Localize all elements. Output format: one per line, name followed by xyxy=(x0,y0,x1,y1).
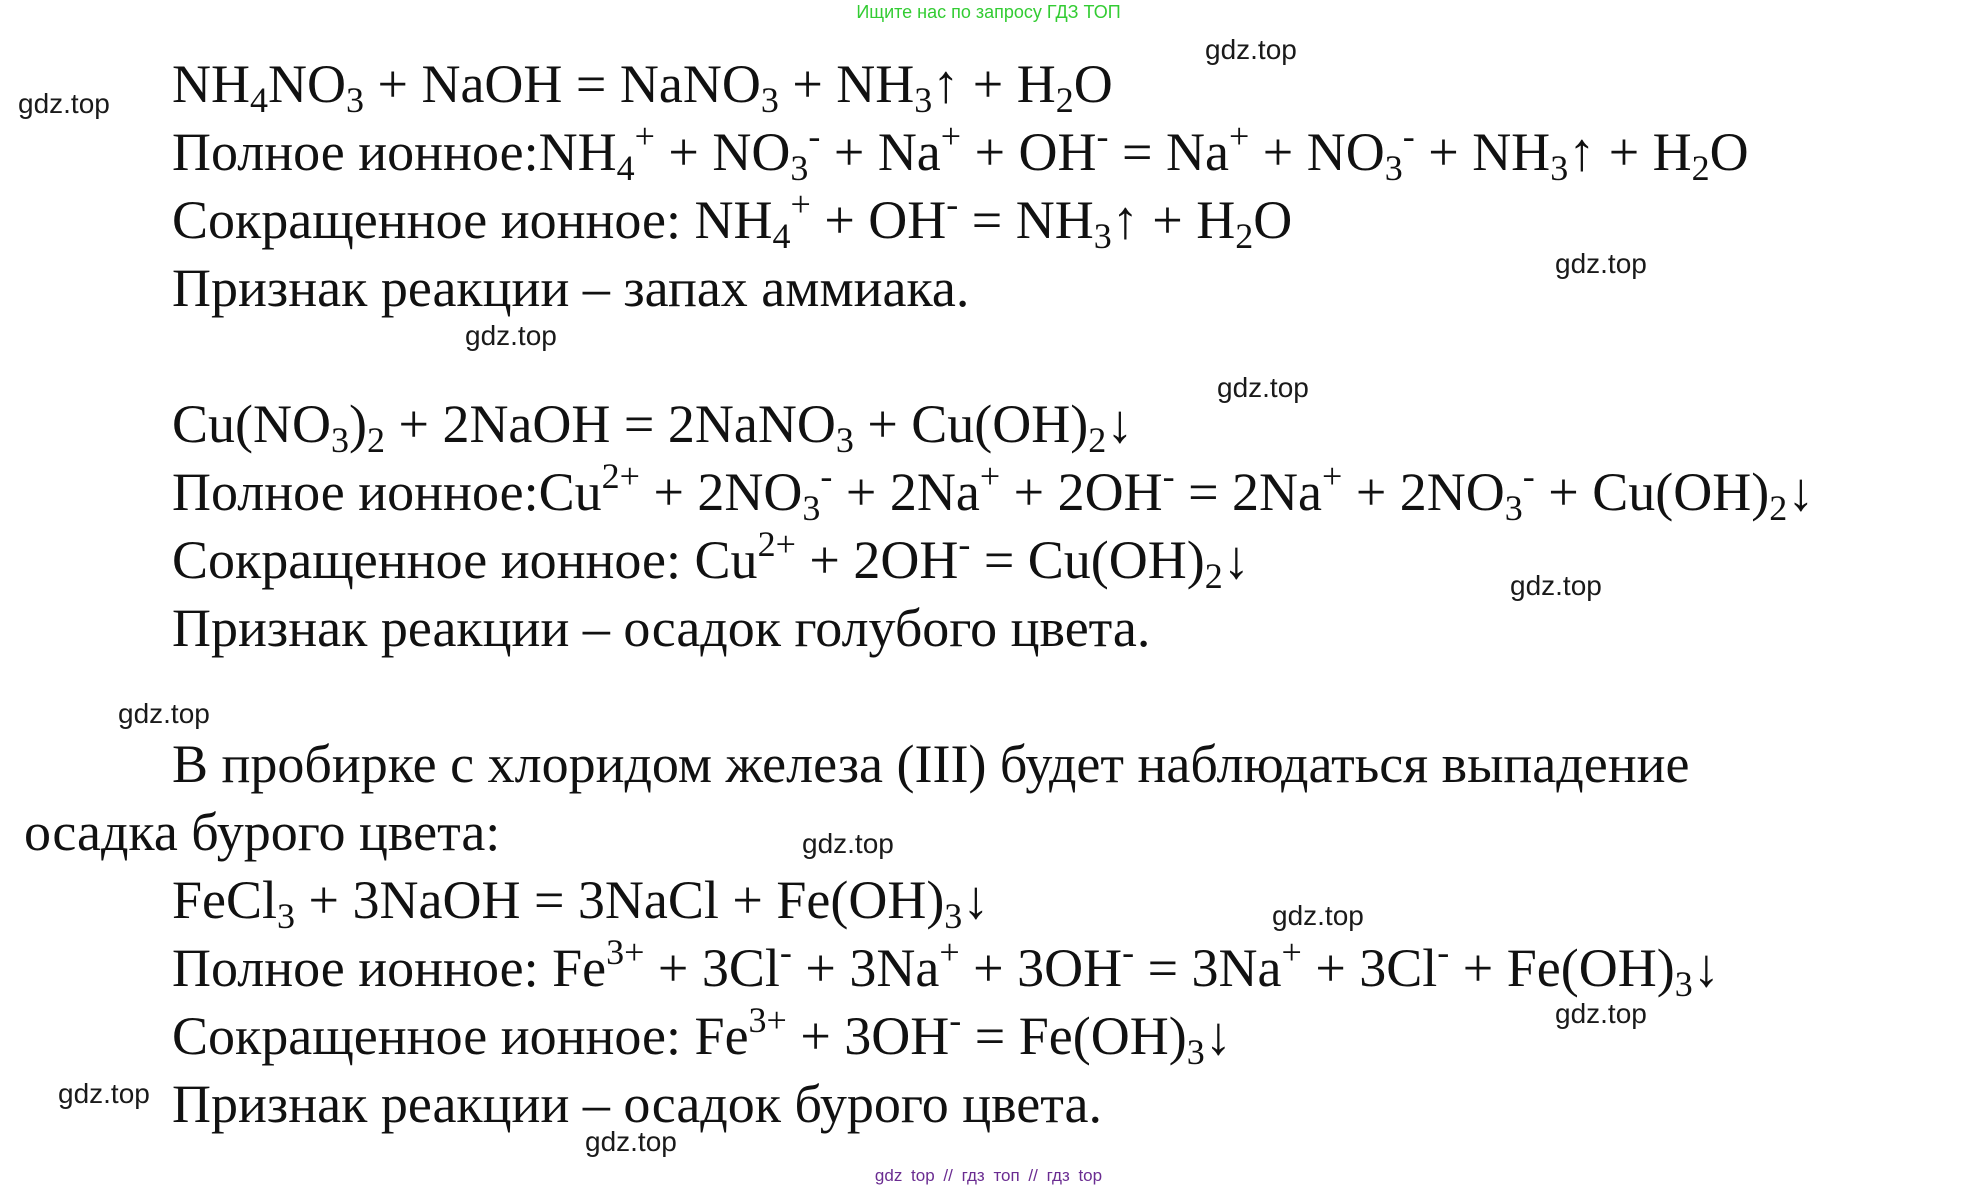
copper-reaction-sign: Признак реакции – осадок голубого цвета. xyxy=(172,598,1151,658)
watermark: gdz.top xyxy=(1217,372,1309,403)
ammonium-equation: $NH_4NO_3$ + NaOH = NaNO$_3$ + $NH_3↑ + H_2O$ xyxy=(172,54,1113,120)
iron-full-ionic: Полное ионное: $Fe^{3+} + 3Cl^- + 3Na^+ + 3OH^- = 3Na^+ + 3Cl^-$ + $Fe(OH)_3↓$ xyxy=(172,932,1720,1004)
iron-equation: FeCl$_3$ + 3NaOH = 3NaCl + $Fe(OH)_3↓$ xyxy=(172,870,990,936)
copper-full-ionic: Полное $ионное:Cu^{2+} + 2NO_3^- + 2Na^+ + 2OH^- = 2Na^+ + 2NO_3^-$ + $Cu(OH)_2↓$ xyxy=(172,456,1815,528)
watermark: gdz.top xyxy=(1272,900,1364,931)
watermark: gdz.top xyxy=(802,828,894,859)
watermark: gdz.top xyxy=(1555,248,1647,279)
footer-links: gdz top // гдз топ // гдз top xyxy=(874,1166,1103,1185)
watermark: gdz.top xyxy=(58,1078,150,1109)
ammonium-reaction-sign: Признак реакции – запах аммиака. xyxy=(172,258,970,318)
iron-reaction-sign: Признак реакции – осадок бурого цвета. xyxy=(172,1074,1102,1134)
watermark: gdz.top xyxy=(465,320,557,351)
watermark: gdz.top xyxy=(1510,570,1602,601)
watermark: gdz.top xyxy=(118,698,210,729)
copper-equation: $Cu(NO_3)_2$ + 2NaOH = 2NaNO$_3$ + $Cu(OH)_2↓$ xyxy=(172,394,1134,460)
iron-intro-line-1: В пробирке с хлоридом железа (III) будет наблюдаться выпадение xyxy=(172,734,1690,794)
watermark: gdz.top xyxy=(18,88,110,119)
iron-intro-line-2: осадка бурого цвета: xyxy=(24,802,501,862)
iron-short-ionic: Сокращенное ионное: $Fe^{3+} + 3OH^-$ = $Fe(OH)_3↓$ xyxy=(172,1000,1232,1072)
ammonium-full-ionic: Полное $ионное:NH_4^+ + NO_3^- + Na^+ + OH^- = Na^+ + NO_3^-$ + $NH_3↑ + H_2O$ xyxy=(172,116,1749,188)
search-banner: Ищите нас по запросу ГДЗ ТОП xyxy=(856,2,1121,22)
watermark: gdz.top xyxy=(585,1126,677,1157)
copper-short-ionic: Сокращенное ионное: $Cu^{2+} + 2OH^-$ = $Cu(OH)_2↓$ xyxy=(172,524,1250,596)
watermark: gdz.top xyxy=(1205,34,1297,65)
ammonium-short-ionic: Сокращенное ионное: $NH_4^+ + OH^-$ = $NH_3↑ + H_2O$ xyxy=(172,184,1293,256)
watermark: gdz.top xyxy=(1555,998,1647,1029)
